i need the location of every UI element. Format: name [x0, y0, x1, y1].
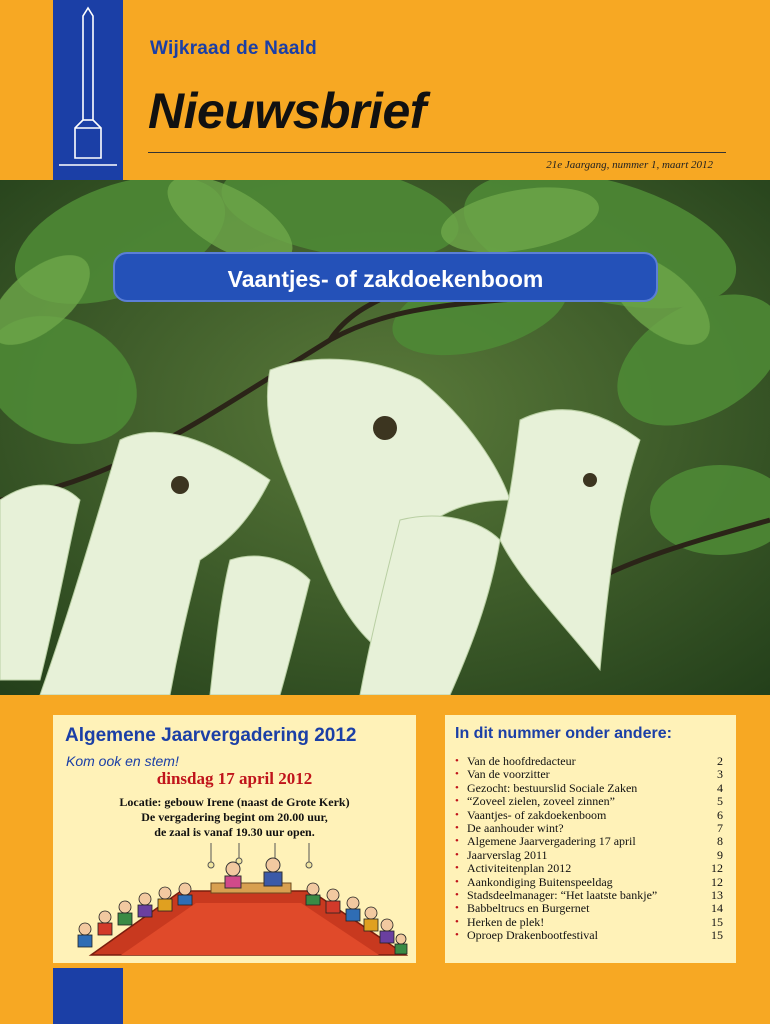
toc-item-label: Van de voorzitter — [467, 768, 550, 782]
page-title: Nieuwsbrief — [148, 83, 426, 139]
meeting-cartoon-illustration — [61, 843, 408, 957]
title-divider — [148, 152, 726, 153]
meeting-details — [53, 795, 416, 840]
toc-item-page: 8 — [717, 834, 723, 849]
bullet-icon: • — [455, 875, 459, 888]
header — [0, 0, 770, 180]
toc-item-label: “Zoveel zielen, zoveel zinnen” — [467, 795, 615, 809]
toc-item-label: Stadsdeelmanager: “Het laatste bankje” — [467, 888, 658, 902]
toc-item-label: Gezocht: bestuurslid Sociale Zaken — [467, 781, 638, 795]
bullet-icon: • — [455, 848, 459, 861]
issue-line: 21e Jaargang, nummer 1, maart 2012 — [546, 159, 713, 171]
toc-item-page: 5 — [717, 794, 723, 809]
toc-list — [455, 755, 723, 942]
bullet-icon: • — [455, 915, 459, 928]
bullet-icon: • — [455, 755, 459, 767]
toc-title: In dit nummer onder andere: — [455, 725, 672, 742]
meeting-start-time: De vergadering begint om 20.00 uur, — [141, 810, 328, 824]
cover-banner: Vaantjes- of zakdoekenboom — [113, 252, 658, 302]
bullet-icon: • — [455, 929, 459, 942]
bullet-icon: • — [455, 781, 459, 794]
toc-item-label: Activiteitenplan 2012 — [467, 862, 572, 876]
toc-item-page: 6 — [717, 807, 723, 822]
toc-item-label: De aanhouder wint? — [467, 821, 564, 835]
toc-item-page: 14 — [711, 901, 723, 916]
table-of-contents — [445, 715, 736, 963]
toc-item-page: 13 — [711, 887, 723, 902]
toc-item — [455, 902, 723, 915]
meeting-date: dinsdag 17 april 2012 — [156, 769, 313, 788]
toc-item — [455, 929, 723, 942]
toc-item — [455, 822, 723, 835]
footer-blue-bar — [53, 968, 123, 1024]
toc-item-label: Oproep Drakenbootfestival — [467, 929, 598, 943]
toc-item — [455, 916, 723, 929]
toc-item-page: 9 — [717, 847, 723, 862]
bullet-icon: • — [455, 862, 459, 875]
meeting-doors-open: de zaal is vanaf 19.30 uur open. — [154, 825, 315, 839]
toc-item — [455, 809, 723, 822]
toc-item — [455, 782, 723, 795]
toc-item-label: Jaarverslag 2011 — [467, 848, 548, 862]
toc-item-page: 12 — [711, 874, 723, 889]
toc-item — [455, 849, 723, 862]
subtitle: Wijkraad de Naald — [150, 38, 317, 59]
toc-item-page: 15 — [711, 914, 723, 929]
toc-item — [455, 876, 723, 889]
toc-item-page: 15 — [711, 928, 723, 943]
toc-item-label: Herken de plek! — [467, 915, 545, 929]
toc-item-label: Van de hoofdredacteur — [467, 755, 576, 768]
toc-item-page: 3 — [717, 767, 723, 782]
meeting-announcement — [53, 715, 416, 963]
toc-item-label: Aankondiging Buitenspeeldag — [467, 875, 613, 889]
needle-monument-icon — [53, 0, 123, 180]
toc-item-page: 2 — [717, 754, 723, 768]
toc-item-label: Algemene Jaarvergadering 17 april — [467, 835, 636, 849]
toc-item-page: 7 — [717, 820, 723, 835]
bullet-icon: • — [455, 888, 459, 901]
bullet-icon: • — [455, 768, 459, 781]
meeting-title: Algemene Jaarvergadering 2012 — [65, 725, 357, 746]
toc-item — [455, 835, 723, 848]
toc-item — [455, 795, 723, 808]
toc-item — [455, 862, 723, 875]
toc-item — [455, 889, 723, 902]
toc-item — [455, 768, 723, 781]
bullet-icon: • — [455, 835, 459, 848]
meeting-subtitle: Kom ook en stem! — [66, 753, 179, 769]
toc-item-page: 4 — [717, 780, 723, 795]
bullet-icon: • — [455, 795, 459, 808]
bullet-icon: • — [455, 821, 459, 834]
bullet-icon: • — [455, 902, 459, 915]
toc-item-label: Babbeltrucs en Burgernet — [467, 902, 590, 916]
toc-item-label: Vaantjes- of zakdoekenboom — [467, 808, 607, 822]
bullet-icon: • — [455, 808, 459, 821]
toc-item-page: 12 — [711, 861, 723, 876]
toc-item — [455, 755, 723, 768]
meeting-location: Locatie: gebouw Irene (naast de Grote Kerk) — [119, 795, 350, 809]
